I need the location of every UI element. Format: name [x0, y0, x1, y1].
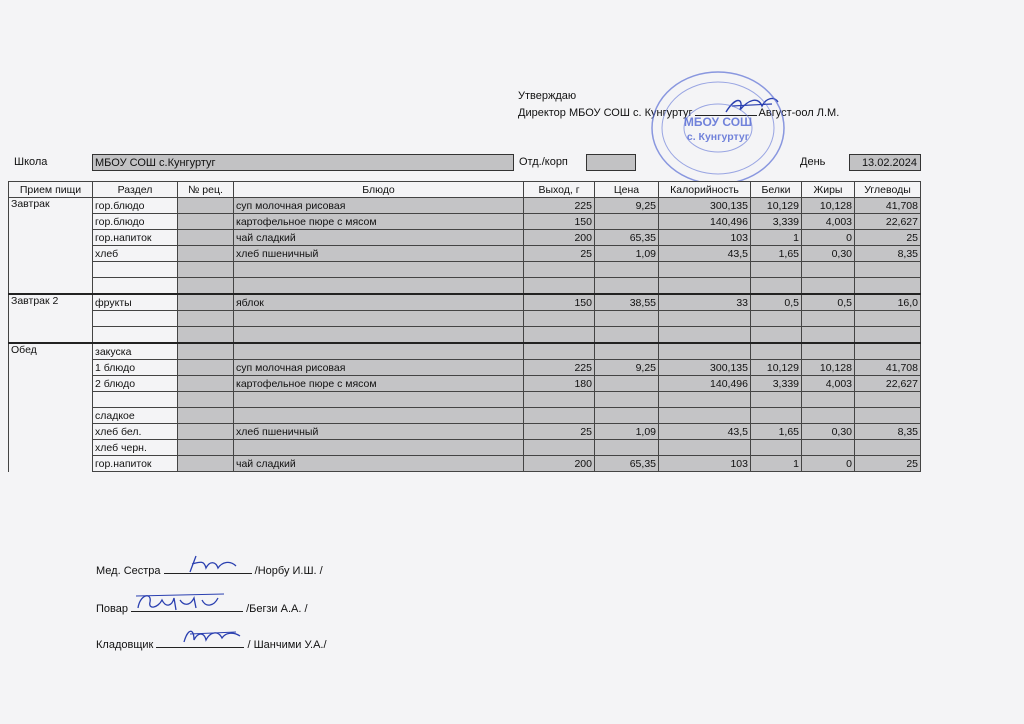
- table-cell-meal: Завтрак 2: [9, 294, 93, 311]
- table-cell-meal: [9, 246, 93, 262]
- table-cell-prot: [751, 311, 802, 327]
- table-row: [9, 392, 921, 408]
- table-row: [9, 376, 921, 392]
- menu-table: [8, 181, 921, 472]
- table-row: [9, 424, 921, 440]
- table-cell-fat: 10,128: [802, 198, 855, 214]
- table-cell-fat: [802, 327, 855, 344]
- signature-name: /Норбу И.Ш. /: [254, 565, 323, 577]
- table-cell-kcal: 33: [659, 294, 751, 311]
- table-cell-rec: [178, 392, 234, 408]
- table-row: [9, 343, 921, 360]
- table-cell-fat: [802, 262, 855, 278]
- table-cell-fat: [802, 278, 855, 295]
- table-cell-out: 25: [524, 246, 595, 262]
- table-cell-rec: [178, 262, 234, 278]
- table-row: [9, 360, 921, 376]
- table-cell-dish: хлеб пшеничный: [234, 246, 524, 262]
- table-cell-kcal: [659, 327, 751, 344]
- table-cell-rec: [178, 311, 234, 327]
- table-cell-rec: [178, 294, 234, 311]
- table-cell-meal: Обед: [9, 343, 93, 360]
- column-header: Выход, г: [524, 182, 595, 198]
- table-cell-meal: [9, 262, 93, 278]
- table-cell-meal: [9, 376, 93, 392]
- day-field: 13.02.2024: [849, 154, 921, 171]
- table-cell-out: 225: [524, 360, 595, 376]
- table-cell-section: гор.блюдо: [93, 198, 178, 214]
- column-header: Раздел: [93, 182, 178, 198]
- table-cell-prot: [751, 408, 802, 424]
- stamp-line2: с. Кунгуртуг: [686, 131, 750, 143]
- column-header: Углеводы: [855, 182, 921, 198]
- signature-name: / Шанчими У.А./: [247, 639, 327, 651]
- table-cell-meal: [9, 392, 93, 408]
- day-label: День: [800, 156, 826, 168]
- school-stamp: [648, 68, 788, 188]
- table-cell-rec: [178, 440, 234, 456]
- table-cell-dish: [234, 278, 524, 295]
- table-cell-rec: [178, 343, 234, 360]
- table-cell-meal: Завтрак: [9, 198, 93, 214]
- table-cell-out: [524, 392, 595, 408]
- table-cell-prot: [751, 343, 802, 360]
- table-cell-section: хлеб: [93, 246, 178, 262]
- table-cell-out: [524, 311, 595, 327]
- table-cell-prot: 0,5: [751, 294, 802, 311]
- table-cell-section: [93, 278, 178, 295]
- table-cell-price: 9,25: [595, 360, 659, 376]
- table-cell-fat: 0: [802, 456, 855, 472]
- table-cell-price: [595, 278, 659, 295]
- table-cell-kcal: [659, 440, 751, 456]
- table-cell-kcal: 140,496: [659, 214, 751, 230]
- table-cell-prot: [751, 278, 802, 295]
- table-row: [9, 278, 921, 295]
- table-cell-section: гор.блюдо: [93, 214, 178, 230]
- table-row: [9, 456, 921, 472]
- table-cell-fat: 0,5: [802, 294, 855, 311]
- table-cell-price: [595, 440, 659, 456]
- signature-role: Мед. Сестра: [96, 565, 161, 577]
- table-cell-fat: [802, 311, 855, 327]
- table-cell-fat: 0: [802, 230, 855, 246]
- table-cell-prot: 3,339: [751, 376, 802, 392]
- table-cell-fat: [802, 440, 855, 456]
- table-cell-rec: [178, 214, 234, 230]
- table-cell-fat: 0,30: [802, 246, 855, 262]
- table-cell-meal: [9, 440, 93, 456]
- table-cell-section: [93, 392, 178, 408]
- table-cell-kcal: 300,135: [659, 360, 751, 376]
- table-cell-prot: 3,339: [751, 214, 802, 230]
- table-cell-carb: 8,35: [855, 246, 921, 262]
- table-cell-carb: [855, 408, 921, 424]
- column-header: Цена: [595, 182, 659, 198]
- table-cell-price: 38,55: [595, 294, 659, 311]
- table-cell-fat: 4,003: [802, 214, 855, 230]
- table-cell-dish: суп молочная рисовая: [234, 198, 524, 214]
- table-cell-prot: [751, 262, 802, 278]
- table-cell-kcal: [659, 278, 751, 295]
- table-cell-price: [595, 376, 659, 392]
- table-cell-meal: [9, 214, 93, 230]
- table-cell-price: 9,25: [595, 198, 659, 214]
- table-cell-kcal: 300,135: [659, 198, 751, 214]
- table-row: [9, 327, 921, 344]
- table-cell-rec: [178, 327, 234, 344]
- approval-title: Утверждаю: [518, 90, 577, 102]
- table-cell-kcal: [659, 408, 751, 424]
- table-row: [9, 246, 921, 262]
- table-cell-kcal: 43,5: [659, 246, 751, 262]
- school-field: МБОУ СОШ с.Кунгуртуг: [92, 154, 514, 171]
- table-cell-fat: 4,003: [802, 376, 855, 392]
- table-row: [9, 214, 921, 230]
- table-cell-section: [93, 262, 178, 278]
- table-cell-section: [93, 327, 178, 344]
- table-cell-price: [595, 262, 659, 278]
- table-cell-section: хлеб черн.: [93, 440, 178, 456]
- table-cell-carb: 16,0: [855, 294, 921, 311]
- table-cell-meal: [9, 311, 93, 327]
- table-cell-fat: 10,128: [802, 360, 855, 376]
- table-cell-prot: 1,65: [751, 424, 802, 440]
- table-cell-kcal: [659, 262, 751, 278]
- table-cell-carb: [855, 278, 921, 295]
- table-cell-prot: [751, 392, 802, 408]
- table-cell-out: [524, 408, 595, 424]
- signature-name: /Бегзи А.А. /: [246, 603, 308, 615]
- table-cell-rec: [178, 246, 234, 262]
- table-cell-out: [524, 327, 595, 344]
- table-cell-meal: [9, 327, 93, 344]
- table-cell-carb: 41,708: [855, 198, 921, 214]
- table-cell-carb: 25: [855, 230, 921, 246]
- table-row: [9, 311, 921, 327]
- table-cell-prot: 1,65: [751, 246, 802, 262]
- table-cell-meal: [9, 456, 93, 472]
- table-cell-price: 1,09: [595, 424, 659, 440]
- table-row: [9, 294, 921, 311]
- table-cell-dish: [234, 440, 524, 456]
- table-cell-rec: [178, 408, 234, 424]
- table-cell-price: [595, 408, 659, 424]
- table-cell-dish: чай сладкий: [234, 230, 524, 246]
- table-cell-section: 2 блюдо: [93, 376, 178, 392]
- table-cell-dish: картофельное пюре с мясом: [234, 214, 524, 230]
- table-cell-kcal: [659, 392, 751, 408]
- column-header: Прием пищи: [9, 182, 93, 198]
- table-cell-fat: [802, 392, 855, 408]
- table-cell-price: [595, 327, 659, 344]
- table-cell-out: [524, 278, 595, 295]
- table-cell-out: 150: [524, 214, 595, 230]
- table-cell-carb: [855, 311, 921, 327]
- table-cell-section: гор.напиток: [93, 456, 178, 472]
- table-cell-dish: [234, 343, 524, 360]
- table-cell-carb: 22,627: [855, 376, 921, 392]
- table-cell-kcal: 140,496: [659, 376, 751, 392]
- column-header: Белки: [751, 182, 802, 198]
- table-cell-section: 1 блюдо: [93, 360, 178, 376]
- table-cell-dish: суп молочная рисовая: [234, 360, 524, 376]
- table-cell-out: 180: [524, 376, 595, 392]
- table-cell-prot: 10,129: [751, 360, 802, 376]
- table-cell-price: [595, 392, 659, 408]
- dept-field: [586, 154, 636, 171]
- table-cell-carb: 25: [855, 456, 921, 472]
- column-header: № рец.: [178, 182, 234, 198]
- table-cell-fat: 0,30: [802, 424, 855, 440]
- table-cell-price: 65,35: [595, 230, 659, 246]
- table-row: [9, 408, 921, 424]
- table-cell-out: 200: [524, 230, 595, 246]
- table-cell-section: фрукты: [93, 294, 178, 311]
- table-cell-prot: 1: [751, 230, 802, 246]
- table-cell-meal: [9, 278, 93, 295]
- table-cell-carb: 41,708: [855, 360, 921, 376]
- table-cell-out: [524, 343, 595, 360]
- director-name: Август-оол Л.М.: [758, 107, 840, 119]
- table-cell-price: [595, 214, 659, 230]
- table-cell-carb: [855, 262, 921, 278]
- table-cell-dish: чай сладкий: [234, 456, 524, 472]
- table-cell-carb: [855, 343, 921, 360]
- table-cell-rec: [178, 376, 234, 392]
- storekeeper-signature: [176, 624, 256, 648]
- dept-label: Отд./корп: [519, 156, 568, 168]
- table-cell-dish: [234, 327, 524, 344]
- table-cell-section: гор.напиток: [93, 230, 178, 246]
- table-row: [9, 230, 921, 246]
- table-cell-meal: [9, 424, 93, 440]
- table-cell-rec: [178, 278, 234, 295]
- table-cell-carb: 22,627: [855, 214, 921, 230]
- table-cell-prot: [751, 327, 802, 344]
- table-cell-fat: [802, 343, 855, 360]
- table-cell-out: 225: [524, 198, 595, 214]
- table-cell-rec: [178, 230, 234, 246]
- table-cell-section: хлеб бел.: [93, 424, 178, 440]
- nurse-signature: [170, 552, 260, 576]
- table-cell-out: 150: [524, 294, 595, 311]
- table-cell-dish: [234, 311, 524, 327]
- table-row: [9, 440, 921, 456]
- table-cell-rec: [178, 456, 234, 472]
- table-cell-prot: [751, 440, 802, 456]
- table-cell-kcal: [659, 311, 751, 327]
- table-cell-prot: 1: [751, 456, 802, 472]
- table-cell-price: [595, 311, 659, 327]
- signature-role: Кладовщик: [96, 639, 154, 651]
- table-cell-rec: [178, 198, 234, 214]
- table-cell-dish: [234, 262, 524, 278]
- table-cell-kcal: [659, 343, 751, 360]
- table-cell-price: 1,09: [595, 246, 659, 262]
- column-header: Калорийность: [659, 182, 751, 198]
- table-cell-prot: 10,129: [751, 198, 802, 214]
- table-cell-meal: [9, 230, 93, 246]
- table-cell-kcal: 43,5: [659, 424, 751, 440]
- table-row: [9, 198, 921, 214]
- table-cell-carb: [855, 392, 921, 408]
- table-cell-out: [524, 262, 595, 278]
- table-cell-kcal: 103: [659, 456, 751, 472]
- director-title: Директор МБОУ СОШ с. Кунгуртуг: [518, 107, 693, 119]
- table-cell-rec: [178, 360, 234, 376]
- table-header-row: [9, 182, 921, 198]
- table-cell-meal: [9, 408, 93, 424]
- table-cell-carb: [855, 327, 921, 344]
- stamp-line1: МБОУ СОШ: [683, 115, 753, 129]
- column-header: Жиры: [802, 182, 855, 198]
- table-cell-rec: [178, 424, 234, 440]
- signature-role: Повар: [96, 603, 128, 615]
- school-label: Школа: [14, 156, 48, 168]
- table-cell-section: закуска: [93, 343, 178, 360]
- table-cell-dish: [234, 408, 524, 424]
- table-row: [9, 262, 921, 278]
- table-cell-dish: [234, 392, 524, 408]
- table-cell-out: 25: [524, 424, 595, 440]
- table-cell-section: [93, 311, 178, 327]
- table-cell-dish: картофельное пюре с мясом: [234, 376, 524, 392]
- table-cell-dish: яблок: [234, 294, 524, 311]
- table-cell-kcal: 103: [659, 230, 751, 246]
- table-cell-carb: 8,35: [855, 424, 921, 440]
- table-cell-out: [524, 440, 595, 456]
- table-cell-price: [595, 343, 659, 360]
- table-cell-dish: хлеб пшеничный: [234, 424, 524, 440]
- table-cell-price: 65,35: [595, 456, 659, 472]
- table-cell-out: 200: [524, 456, 595, 472]
- table-cell-meal: [9, 360, 93, 376]
- table-cell-section: сладкое: [93, 408, 178, 424]
- column-header: Блюдо: [234, 182, 524, 198]
- table-cell-fat: [802, 408, 855, 424]
- table-cell-carb: [855, 440, 921, 456]
- cook-signature: [128, 588, 248, 616]
